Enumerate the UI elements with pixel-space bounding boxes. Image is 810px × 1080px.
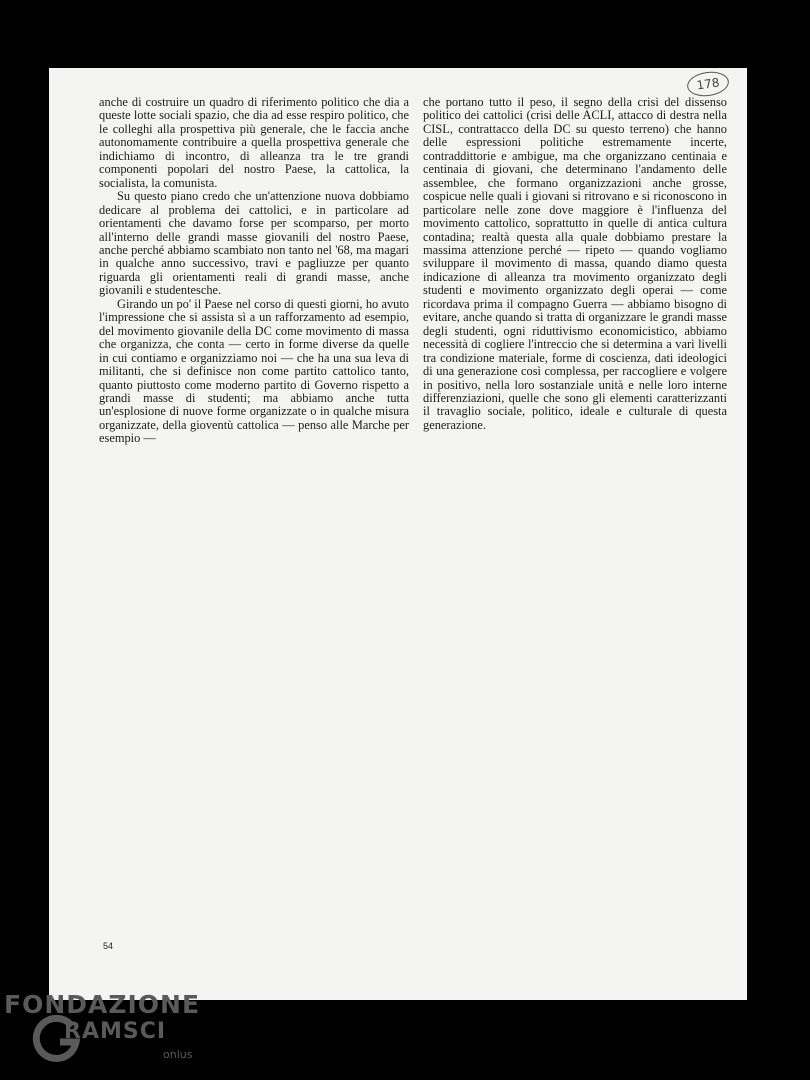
watermark-line-3: onlus bbox=[163, 1048, 193, 1061]
paragraph: Su questo piano credo che un'attenzione nuova dobbiamo dedicare al problema dei cattolici, e in particolare ad orientamenti che davamo forse per scomparso, per morto all'interno delle grandi masse giovanili del nostro Paese, anche perché abbiamo scambiato non tanto nel '68, ma magari in qualche anno successivo, travi e pagliuzze per quanto riguarda gli orientamenti reali di grandi masse, anche giovanili e studentesche. bbox=[99, 189, 409, 298]
left-column bbox=[99, 96, 409, 446]
paragraph: anche di costruire un quadro di riferimento politico che dia a queste lotte sociali spazio, che dia ad esse respiro politico, che le colleghi alla prospettiva più generale, che le faccia anche autonomamente contribuire a quella prospettiva generale che indichiamo di incontro, di alleanza tra le tre grandi componenti popolari del nostro Paese, la cattolica, la socialista, la comunista. bbox=[99, 95, 409, 190]
fondazione-gramsci-watermark bbox=[4, 990, 224, 1070]
watermark-line-2: RAMSCI bbox=[64, 1019, 167, 1044]
archive-number-stamp: 178 bbox=[686, 69, 731, 99]
page-number: 54 bbox=[103, 941, 114, 951]
document-page bbox=[49, 68, 747, 1000]
paragraph: che portano tutto il peso, il segno della crisi del dissenso politico dei cattolici (crisi delle ACLI, attacco di destra nella CISL, contrattacco della DC su questo terreno) che hanno delle espressioni politiche estremamente incerte, contraddittorie e ambigue, ma che organizzano centinaia e centinaia di giovani, che determinano l'andamento delle assemblee, che formano organizzazioni anche grosse, cospicue nelle quali i giovani si ritrovano e si riconoscono in particolare nelle zone dove maggiore è l'influenza del movimento cattolico, soprattutto in quelle di antica cultura contadina; realtà questa alla quale dobbiamo prestare la massima attenzione perché — ripeto — quando vogliamo sviluppare il movimento di massa, quando diamo questa indicazione di alleanza tra movimento organizzato degli studenti e movimento organizzato degli operai — come ricordava prima il compagno Guerra — abbiamo bisogno di evitare, anche quando si tratta di organizzare le grandi masse degli studenti, ogni riduttivismo economicistico, abbiamo necessità di cogliere l'intreccio che si determina a vari livelli tra condizione materiale, forme di coscienza, dati ideologici di una generazione così complessa, per raccogliere e volgere in positivo, nella loro sostanziale unità e nelle loro interne differenziazioni, quelle che sono gli elementi caratterizzanti il travaglio sociale, politico, ideale e culturale di questa generazione. bbox=[423, 95, 727, 432]
paragraph: Girando un po' il Paese nel corso di questi giorni, ho avuto l'impressione che si assista sì a un rafforzamento ad esempio, del movimento giovanile della DC come movimento di massa che organizza, che conta — certo in forme diverse da quelle in cui contiamo e organizziamo noi — che ha una sua leva di militanti, che si definisce non come partito cattolico tanto, quanto piuttosto come moderno partito di Governo rispetto a grandi masse di studenti; ma abbiamo anche tutta un'esplosione di nuove forme organizzate o in qualche misura organizzate, della gioventù cattolica — penso alle Marche per esempio — bbox=[99, 296, 409, 446]
right-column bbox=[423, 96, 727, 432]
watermark-line-1: FONDAZIONE bbox=[4, 990, 201, 1019]
